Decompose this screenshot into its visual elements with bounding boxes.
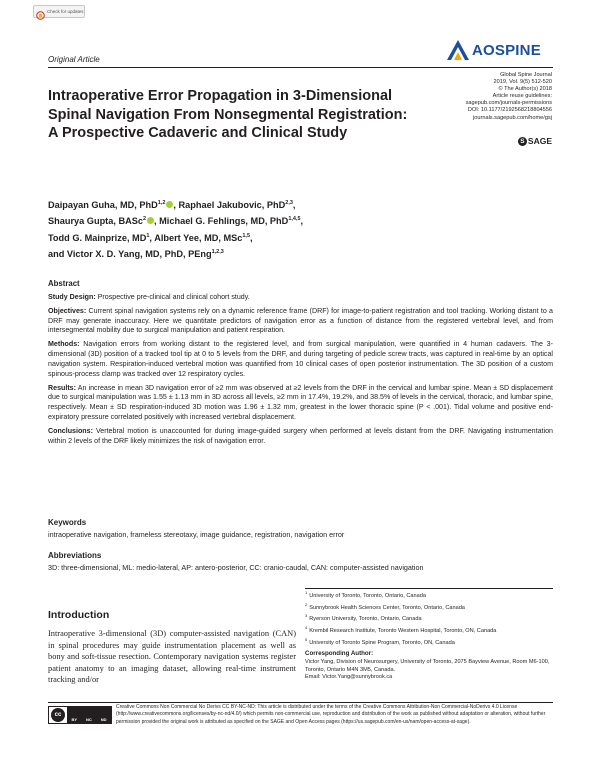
- author-name[interactable]: Victor X. D. Yang, MD, PhD, PEng: [66, 248, 212, 259]
- sage-icon: S: [518, 137, 527, 146]
- abstract-label: Objectives:: [48, 306, 87, 315]
- abstract-section-methods: [48, 340, 553, 379]
- affiliation-item: [305, 624, 555, 636]
- author-affiliation: 2: [142, 216, 147, 223]
- abstract-text: Current spinal navigation systems rely on a dynamic reference frame (DRF) for image-to-patient registration and tool tracking. Working distant to a DRF may generate inaccuracy. Here we quantitate predictors of navigation error as a function of distance from the registered vertebral level, and from intersegmental mobility due to surgical manipulation and patient respiration.: [48, 306, 553, 335]
- affiliation-number: 4: [305, 625, 308, 631]
- cc-label-nd: ND: [100, 717, 107, 722]
- orcid-icon[interactable]: [147, 217, 154, 224]
- affiliation-number: 1: [305, 590, 308, 595]
- journal-line: Global Spine Journal: [500, 72, 552, 78]
- author-separator: ,: [300, 216, 304, 227]
- journal-link[interactable]: journals.sagepub.com/home/gsj: [473, 114, 552, 121]
- corresponding-author-address: Victor Yang, Division of Neurosurgery, University of Toronto, 2075 Bayview Avenue, Room M6-100, Toronto, Ontario M4N 3M5, Canada.: [305, 658, 550, 673]
- keywords-text: intraoperative navigation, frameless stereotaxy, image guidance, registration, navigation error: [48, 530, 345, 539]
- article-title: Intraoperative Error Propagation in 3-Dimensional Spinal Navigation From Nonsegmental Registration: A Prospective Cadaveric and Clinical Study: [48, 88, 408, 141]
- abstract-heading: Abstract: [48, 279, 80, 288]
- abstract: [48, 279, 553, 451]
- affiliation-text: Sunnybrook Health Sciences Center, Toronto, Ontario, Canada: [309, 604, 465, 611]
- author-separator: ,: [154, 216, 157, 227]
- affiliation-item: [305, 589, 555, 601]
- affiliation-number: 3: [305, 613, 308, 619]
- author-affiliation: 1,4,5: [288, 216, 301, 223]
- author-separator: and: [48, 248, 65, 259]
- abstract-section-results: [48, 384, 553, 423]
- affiliation-item: [305, 612, 555, 624]
- introduction-heading: Introduction: [48, 609, 110, 621]
- affiliation-text: Krembil Research Institute, Toronto Western Hospital, Toronto, ON, Canada: [309, 628, 497, 635]
- footer-divider: [48, 702, 553, 703]
- corresponding-author-heading: Corresponding Author:: [305, 650, 374, 657]
- abstract-label: Methods:: [48, 340, 80, 349]
- author-affiliation: 1,2: [157, 200, 166, 206]
- author-name[interactable]: Todd G. Mainprize, MD: [48, 232, 147, 243]
- abbreviations-section: [48, 551, 553, 573]
- author-separator: ,: [292, 200, 296, 210]
- abstract-section-conclusions: [48, 427, 553, 447]
- abbreviations-heading: Abbreviations: [48, 551, 102, 560]
- affiliation-text: Ryerson University, Toronto, Ontario, Canada: [309, 616, 422, 623]
- check-updates-icon: [36, 7, 45, 16]
- abstract-text: Navigation errors from working distant to the registered level, and from surgical manipulation, were quantified in 4 human cadavers. The 3-dimensional (3D) position of a tracked tool tip at 0 to 5 levels from the DRF, and during targeting of pedicle screw tracts, was captured in real-time by an optical navigation system. Respiration-induced vertebral motion was quantified from 10 clinical cases of open posterior instrumentation. The 3D position of a custom spinous-process clamp was tracked over 12 respiratory cycles.: [48, 340, 553, 378]
- introduction-text: Intraoperative 3-dimensional (3D) computer-assisted navigation (CAN) in spinal procedures may guide instrumentation placement as well as bony and soft-tissue resection. Contemporary navigation systems register patient anatomy to an imaging dataset, allowing real-time instrument tracking and/or: [48, 629, 296, 684]
- affiliation-text: University of Toronto, Toronto, Ontario, Canada: [309, 593, 426, 599]
- article-type: Original Article: [48, 55, 100, 64]
- author-affiliation: 2,3: [285, 200, 293, 206]
- abstract-text: An increase in mean 3D navigation error of ≥2 mm was observed at ≥2 levels from the DRF in the cervical and lumbar spine. Mean ± SD displacement due to surgical manipulation was 1.55 ± 1.13 mm in 3D across all levels, ≥2 mm in 17.4%, 19.2%, and 38.5% of levels in the cervical, thoracic, and lumbar spine, respectively. Mean ± SD respiration-induced 3D motion was 1.96 ± 1.32 mm, greatest in the lower thoracic spine (P < .001). Tidal volume and positive end-expiratory pressure correlated positively with increased vertebral displacement.: [48, 383, 553, 422]
- sage-text: SAGE: [527, 136, 552, 146]
- abstract-label: Conclusions:: [48, 426, 93, 435]
- author-name[interactable]: Daipayan Guha, MD, PhD: [48, 200, 158, 210]
- check-updates-label: Check for updates: [47, 9, 84, 14]
- author-affiliation: 1,2,3: [211, 248, 224, 255]
- journal-link[interactable]: sagepub.com/journals-permissions: [465, 100, 552, 107]
- journal-info: [466, 72, 552, 122]
- sage-logo: [518, 136, 552, 146]
- affiliation-item: [305, 601, 555, 613]
- abstract-label: Results:: [48, 383, 76, 392]
- cc-license-badge[interactable]: [48, 706, 112, 724]
- author-list: [48, 196, 468, 261]
- license-text: Creative Commons Non Commercial No Derivs CC BY-NC-ND: This article is distributed under the terms of the Creative Commons Attribution-Non Commercial-NoDerivs 4.0 License (http://www.creativecommons.org/licenses/by-nc-nd/4.0/) which permits non-commercial use, reproduction and distribution of the work as published without adaptation or alteration, without further permission provided the original work is attributed as specified on the SAGE and Open Access pages (https://us.sagepub.com/en-us/nam/open-access-at-sage).: [116, 704, 546, 725]
- journal-line: © The Author(s) 2018: [498, 86, 552, 93]
- author-affiliation: 1: [146, 232, 150, 239]
- affiliation-number: 5: [305, 636, 308, 642]
- aospine-logo: [446, 39, 541, 61]
- keywords-section: [48, 518, 553, 540]
- author-separator: ,: [250, 232, 253, 243]
- author-name[interactable]: Michael G. Fehlings, MD, PhD: [159, 216, 289, 227]
- cc-badge-box: [48, 706, 112, 724]
- journal-line: Article reuse guidelines:: [492, 93, 552, 100]
- abstract-text: Vertebral motion is unaccounted for during image-guided surgery when performed at levels distant from the DRF. Navigating instrumentation within 2 levels of the DRF likely minimizes the risk of navigation error.: [48, 426, 553, 445]
- journal-line: 2019, Vol. 9(5) 512-520: [493, 79, 552, 86]
- affiliation-text: University of Toronto Spine Program, Toronto, ON, Canada: [309, 639, 455, 646]
- author-affiliation: 1,5: [242, 232, 251, 239]
- cc-label-nc: NC: [85, 717, 92, 722]
- abstract-label: Study Design:: [48, 292, 96, 301]
- author-separator: ,: [149, 232, 152, 243]
- journal-line: DOI: 10.1177/2192568218804556: [467, 107, 552, 114]
- corresponding-author-email[interactable]: Email: Victor.Yang@sunnybrook.ca: [305, 674, 393, 681]
- check-for-updates-button[interactable]: [33, 5, 85, 18]
- author-name[interactable]: Raphael Jakubovic, PhD: [178, 200, 286, 210]
- affiliation-number: 2: [305, 601, 308, 607]
- abstract-section-objectives: [48, 307, 553, 337]
- cc-labels: [67, 707, 111, 723]
- cc-icon: cc: [51, 708, 65, 722]
- aospine-logo-icon: [446, 39, 470, 61]
- logo-text: AOSPINE: [472, 41, 541, 59]
- abbreviations-text: 3D: three-dimensional, ML: medio-lateral, AP: antero-posterior, CC: cranio-caudal, CAN: computer-assisted navigation: [48, 563, 424, 572]
- abstract-text: Prospective pre-clinical and clinical cohort study.: [97, 292, 250, 301]
- affiliation-item: [305, 636, 555, 648]
- cc-label-by: BY: [71, 717, 78, 722]
- header-divider: [48, 67, 553, 68]
- author-name[interactable]: Albert Yee, MD, MSc: [154, 232, 243, 243]
- keywords-heading: Keywords: [48, 518, 87, 527]
- abstract-section-study-design: [48, 293, 553, 303]
- author-name[interactable]: Shaurya Gupta, BASc: [48, 216, 143, 227]
- author-separator: ,: [173, 200, 176, 210]
- affiliations-list: [305, 589, 555, 648]
- corresponding-author: [305, 650, 555, 682]
